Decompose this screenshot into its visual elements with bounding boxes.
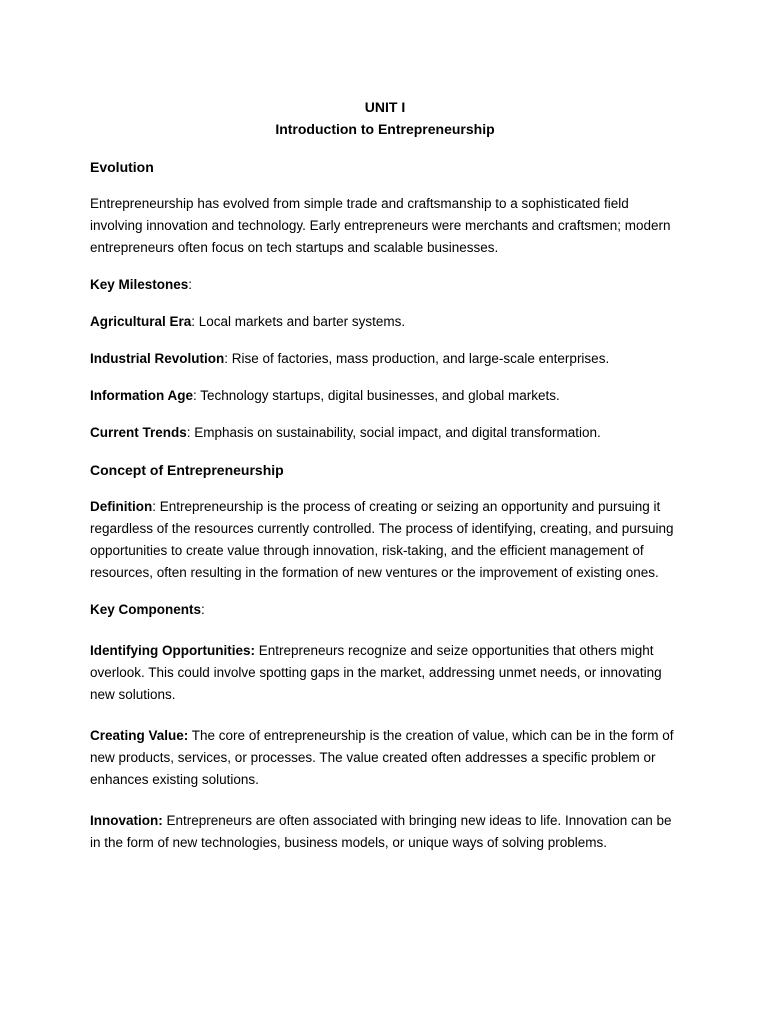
key-milestones-suffix: : [188,277,193,292]
milestone-item [90,385,680,407]
component-term: Identifying Opportunities: [90,643,255,658]
milestone-term: Current Trends [90,425,187,440]
component-text: Entrepreneurs recognize and seize opportunities that others might overlook. This could involve spotting gaps in the market, addressing unmet needs, or innovating new solutions. [90,643,662,702]
milestone-item [90,311,680,333]
milestone-text: : Local markets and barter systems. [191,314,406,329]
component-item [90,810,680,854]
milestone-item [90,422,680,444]
milestone-item [90,348,680,370]
milestone-term: Information Age [90,388,193,403]
component-term: Creating Value: [90,728,189,743]
milestone-term: Industrial Revolution [90,351,225,366]
key-milestones-heading [90,274,680,296]
evolution-paragraph: Entrepreneurship has evolved from simple trade and craftsmanship to a sophisticated field involving innovation and technology. Early entrepreneurs were merchants and craftsmen; modern entrepreneurs often focus on tech startups and scalable businesses. [90,196,671,255]
component-text: Entrepreneurs are often associated with bringing new ideas to life. Innovation can be in the form of new technologies, business models, or unique ways of solving problems. [90,813,672,850]
component-item [90,725,680,791]
milestone-text: : Emphasis on sustainability, social impact, and digital transformation. [186,425,601,440]
definition-text: : Entrepreneurship is the process of creating or seizing an opportunity and pursuing it regardless of the resources currently controlled. The process of identifying, creating, and pursuing opportunities to create value through innovation, risk-taking, and the efficient management of resources, often resulting in the formation of new ventures or the improvement of existing ones. [90,499,674,580]
milestone-term: Agricultural Era [90,314,192,329]
definition-term: Definition [90,499,153,514]
component-text: The core of entrepreneurship is the creation of value, which can be in the form of new products, services, or processes. The value created often addresses a specific problem or enhances existing solutions. [90,728,674,787]
milestone-text: : Rise of factories, mass production, and large-scale enterprises. [224,351,610,366]
milestone-text: : Technology startups, digital businesses, and global markets. [193,388,560,403]
component-term: Innovation: [90,813,163,828]
component-item [90,640,680,706]
concept-heading: Concept of Entrepreneurship [90,462,284,478]
key-components-suffix: : [201,602,205,617]
definition-paragraph [90,496,680,584]
key-components-heading [90,599,680,621]
document-page [90,96,680,854]
document-title: Introduction to Entrepreneurship [275,121,495,137]
key-components-label: Key Components [90,602,202,617]
unit-label: UNIT I [364,99,406,115]
evolution-heading: Evolution [90,159,154,175]
key-milestones-label: Key Milestones [90,277,189,292]
